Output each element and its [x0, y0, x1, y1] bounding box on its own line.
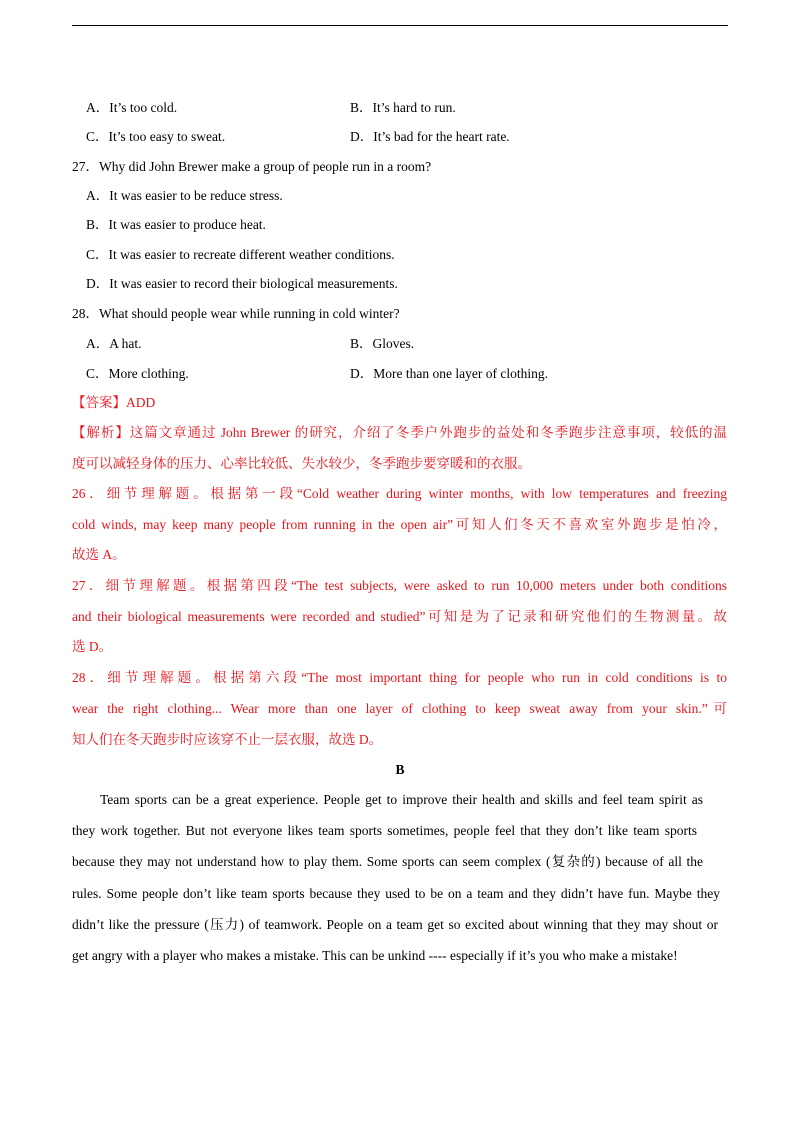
analysis-line-11: 知人们在冬天跑步时应该穿不止一层衣服，故选 D。 — [72, 732, 383, 747]
answer-line: 【答案】ADD — [72, 395, 156, 410]
q26-option-a: A．It’s too cold. — [86, 100, 178, 115]
q28-stem: 28．What should people wear while running in cold winter? — [72, 306, 400, 321]
q27-option-d: D．It was easier to record their biological measurements. — [86, 276, 398, 291]
passage-line-5: didn’t like the pressure (压力) of teamwork. People on a team get so excited about winning that they may shout or — [72, 917, 718, 932]
analysis-line-4: cold winds, may keep many people from running in the open air”可知人们冬天不喜欢室外跑步是怕冷， — [72, 517, 727, 532]
q27-option-a: A．It was easier to be reduce stress. — [86, 188, 283, 203]
q26-option-b: B．It’s hard to run. — [350, 100, 456, 115]
header-rule — [72, 25, 728, 26]
q28-option-b: B．Gloves. — [350, 336, 415, 351]
analysis-line-8: 选 D。 — [72, 639, 113, 654]
q28-option-a: A．A hat. — [86, 336, 142, 351]
passage-line-2: they work together. But not everyone likes team sports sometimes, people feel that they don’t like team sports — [72, 823, 697, 838]
q26-option-c: C．It’s too easy to sweat. — [86, 129, 226, 144]
analysis-line-7: and their biological measurements were recorded and studied”可知是为了记录和研究他们的生物测量。故 — [72, 609, 727, 624]
analysis-line-9: 28．细节理解题。根据第六段“The most important thing for people who run in cold conditions is to — [72, 670, 727, 685]
analysis-line-3: 26．细节理解题。根据第一段“Cold weather during winter months, with low temperatures and freezing — [72, 486, 727, 501]
q26-option-d: D．It’s bad for the heart rate. — [350, 129, 510, 144]
q27-stem: 27．Why did John Brewer make a group of people run in a room? — [72, 159, 432, 174]
q27-option-b: B．It was easier to produce heat. — [86, 217, 266, 232]
q28-option-d: D．More than one layer of clothing. — [350, 366, 548, 381]
passage-line-1: Team sports can be a great experience. People get to improve their health and skills and feel team spirit as — [100, 792, 703, 807]
passage-line-4: rules. Some people don’t like team sports because they used to be on a team and they didn’t have fun. Maybe they — [72, 886, 720, 901]
passage-line-3: because they may not understand how to play them. Some sports can seem complex (复杂的) because of all the — [72, 854, 703, 869]
q28-option-c: C．More clothing. — [86, 366, 189, 381]
section-b-heading: B — [395, 762, 405, 777]
analysis-line-5: 故选 A。 — [72, 547, 126, 562]
q27-option-c: C．It was easier to recreate different weather conditions. — [86, 247, 395, 262]
analysis-line-6: 27．细节理解题。根据第四段“The test subjects, were asked to run 10,000 meters under both conditions — [72, 578, 727, 593]
analysis-line-10: wear the right clothing... Wear more than one layer of clothing to keep sweat away from your skin.”可 — [72, 701, 727, 716]
passage-line-6: get angry with a player who makes a mistake. This can be unkind ---- especially if it’s you who make a mistake! — [72, 948, 678, 963]
analysis-line-1: 【解析】这篇文章通过 John Brewer 的研究，介绍了冬季户外跑步的益处和冬季跑步注意事项，较低的温 — [72, 425, 727, 440]
analysis-line-2: 度可以减轻身体的压力、心率比较低、失水较少，冬季跑步要穿暖和的衣服。 — [72, 456, 531, 471]
